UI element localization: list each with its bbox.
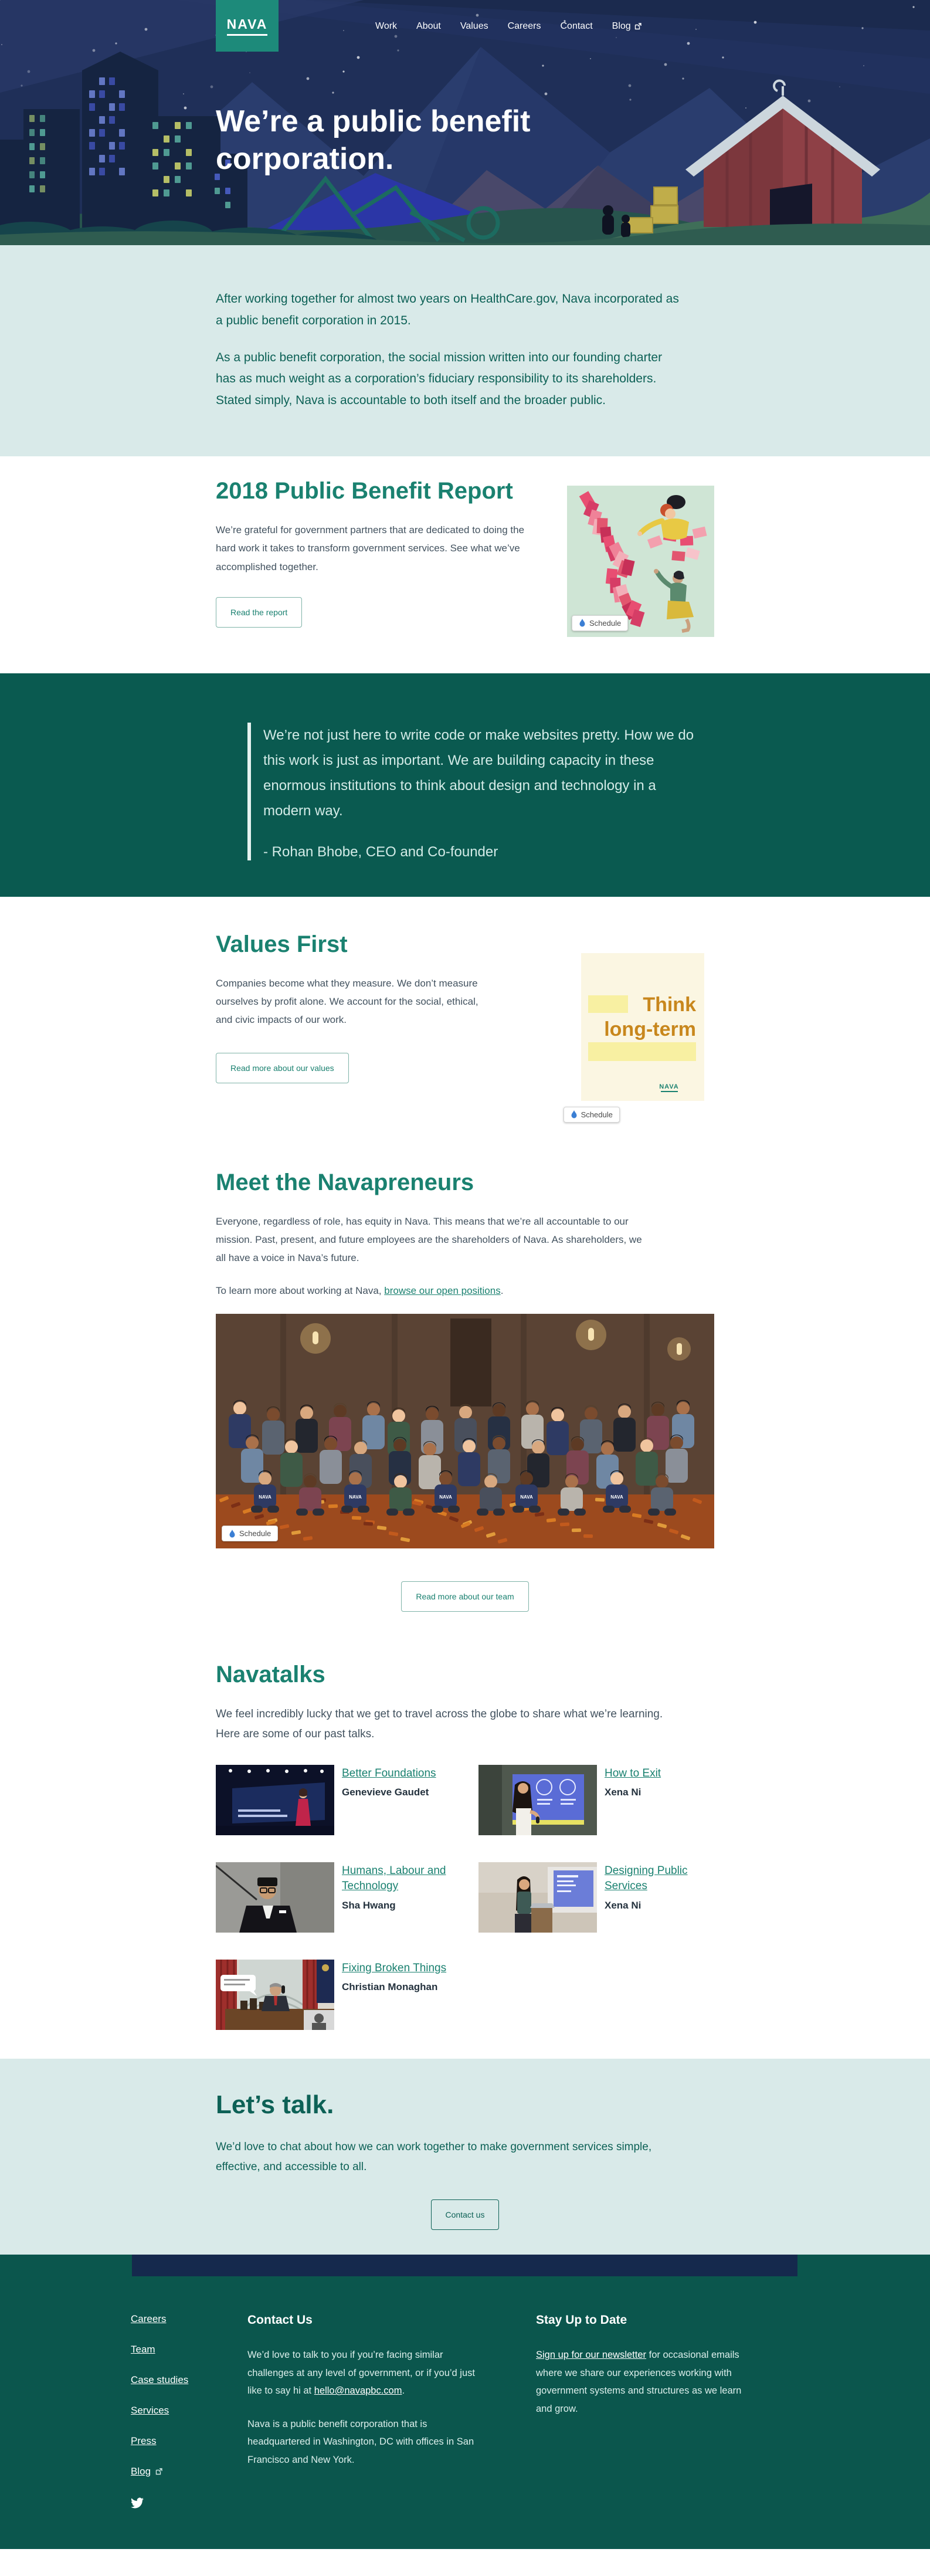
- quote-attribution: - Rohan Bhobe, CEO and Co-founder: [263, 843, 498, 860]
- nav-item-blog[interactable]: Blog: [612, 21, 642, 32]
- values-section: [0, 897, 930, 1151]
- footer-link-case-studies[interactable]: Case studies: [131, 2374, 189, 2386]
- svg-text:NAVA: NAVA: [349, 1494, 362, 1500]
- talk-item: [478, 1862, 719, 1933]
- talk-item: [216, 1960, 456, 2030]
- contact-us-body-2: Nava is a public benefit corporation that is headquartered in Washington, DC with offices in San Francisco and New York.: [247, 2418, 474, 2465]
- lets-talk-body: We’d love to chat about how we can work together to make government services simple, effective, and accessible to all.: [216, 2140, 652, 2173]
- talk-link[interactable]: How to Exit: [605, 1767, 661, 1780]
- talk-thumbnail-better-foundations[interactable]: [216, 1765, 334, 1835]
- values-title: Values First: [216, 931, 348, 957]
- schedule-flame-icon: [229, 1530, 236, 1538]
- nav-item-values[interactable]: Values: [460, 21, 488, 31]
- talk-link[interactable]: Designing Public Services: [605, 1864, 688, 1893]
- nav-item-about[interactable]: About: [416, 21, 441, 31]
- sticky-notes-illustration: [567, 486, 714, 637]
- talk-thumbnail-humans-labour-technology[interactable]: [216, 1862, 334, 1933]
- read-team-button[interactable]: Read more about our team: [401, 1581, 528, 1612]
- nav-item-careers[interactable]: Careers: [507, 21, 541, 31]
- schedule-badge[interactable]: Schedule: [222, 1526, 278, 1541]
- ceo-quote: [247, 723, 694, 860]
- think-long-term-poster: [581, 953, 704, 1101]
- talks-grid: [216, 1765, 714, 2030]
- svg-text:NAVA: NAVA: [259, 1494, 271, 1500]
- footer-newsletter-column: [536, 2313, 771, 2511]
- intro-paragraph-2: As a public benefit corporation, the social mission written into our founding charter has as much weight as a corporation’s fiduciary responsibility to its shareholders. Stated simply, Nava is accountable to both itself and the broader public.: [216, 350, 663, 407]
- team-group-photo-illustration: [216, 1314, 714, 1548]
- talk-thumbnail-designing-public-services[interactable]: [478, 1862, 597, 1933]
- talk-thumbnail-how-to-exit[interactable]: [478, 1765, 597, 1835]
- svg-text:NAVA: NAVA: [659, 1083, 679, 1090]
- twitter-icon: [131, 2497, 144, 2509]
- hero-headline: We’re a public benefit corporation.: [216, 104, 531, 176]
- quote-section: [0, 673, 930, 897]
- open-positions-link[interactable]: browse our open positions: [384, 1284, 501, 1296]
- report-illustration: [567, 486, 714, 637]
- talk-link[interactable]: Fixing Broken Things: [342, 1961, 447, 1974]
- public-benefit-report-section: [0, 456, 930, 673]
- newsletter-signup-link[interactable]: Sign up for our newsletter: [536, 2350, 647, 2361]
- quote-text: We’re not just here to write code or make websites pretty. How we do this work is just as important. We are building capacity in these enormous institutions to think about design and technology in a modern way.: [263, 727, 694, 819]
- talk-thumbnail-fixing-broken-things[interactable]: [216, 1960, 334, 2030]
- navatalks-title: Navatalks: [216, 1662, 325, 1688]
- svg-text:long-term: long-term: [603, 1018, 696, 1040]
- top-navigation: [375, 21, 642, 32]
- svg-text:NAVA: NAVA: [439, 1494, 452, 1500]
- nava-logo-text: NAVA: [227, 16, 268, 36]
- talk-speaker: Sha Hwang: [342, 1899, 396, 1911]
- team-paragraph-1: Everyone, regardless of role, has equity in Nava. This means that we’re all accountable to our mission. Past, present, and future employees are the shareholders of Nava. As shareholders, we all have a voice in Nava’s future.: [216, 1215, 642, 1264]
- talk-item: [216, 1862, 456, 1933]
- talk-speaker: Genevieve Gaudet: [342, 1787, 429, 1798]
- contact-us-button[interactable]: Contact us: [431, 2199, 500, 2230]
- twitter-link[interactable]: [131, 2497, 144, 2511]
- external-link-icon: [155, 2468, 162, 2475]
- hero-section: [0, 0, 930, 245]
- report-title: 2018 Public Benefit Report: [216, 477, 513, 504]
- talk-speaker: Xena Ni: [605, 1899, 642, 1911]
- team-photo: [216, 1314, 714, 1548]
- talk-speaker: Christian Monaghan: [342, 1981, 438, 1993]
- values-body: Companies become what they measure. We don’t measure ourselves by profit alone. We account for the social, ethical, and civic impacts of our work.: [216, 977, 478, 1026]
- footer-link-services[interactable]: Services: [131, 2405, 169, 2416]
- schedule-badge[interactable]: Schedule: [572, 615, 628, 631]
- values-poster: [581, 953, 714, 1119]
- lets-talk-title: Let’s talk.: [216, 2090, 334, 2119]
- navatalks-section: [0, 1660, 930, 2059]
- footer: [0, 2255, 930, 2549]
- talk-link[interactable]: Better Foundations: [342, 1767, 436, 1780]
- nav-item-work[interactable]: Work: [375, 21, 398, 31]
- external-link-icon: [634, 23, 642, 30]
- svg-text:NAVA: NAVA: [520, 1494, 533, 1500]
- lets-talk-section: [0, 2059, 930, 2255]
- footer-link-blog[interactable]: Blog: [131, 2466, 151, 2477]
- talk-item: [478, 1765, 719, 1835]
- footer-accent-bar: [132, 2255, 797, 2276]
- footer-contact-column: [247, 2313, 536, 2511]
- schedule-flame-icon: [579, 619, 586, 627]
- newsletter-body: Sign up for our newsletter for occasional emails where we share our experiences working with government systems and structures as we learn and grow.: [536, 2350, 742, 2414]
- nav-item-contact[interactable]: Contact: [560, 21, 593, 31]
- stay-up-to-date-heading: Stay Up to Date: [536, 2313, 627, 2327]
- intro-section: [0, 245, 930, 456]
- talk-speaker: Xena Ni: [605, 1787, 642, 1798]
- contact-us-heading: Contact Us: [247, 2313, 313, 2327]
- schedule-badge[interactable]: Schedule: [564, 1107, 620, 1123]
- intro-paragraph-1: After working together for almost two years on HealthCare.gov, Nava incorporated as a public benefit corporation in 2015.: [216, 292, 679, 327]
- talk-link[interactable]: Humans, Labour and Technology: [342, 1864, 446, 1893]
- navatalks-body: We feel incredibly lucky that we get to travel across the globe to share what we’re learning. Here are some of our past talks.: [216, 1708, 663, 1740]
- footer-link-careers[interactable]: Careers: [131, 2313, 167, 2325]
- footer-links-column: [131, 2313, 247, 2511]
- team-section: [0, 1151, 930, 1660]
- svg-text:Think: Think: [642, 993, 696, 1016]
- contact-us-body: We’d love to talk to you if you’re facing similar challenges at any level of government, or if you’d just like to say hi at hello@navapbc.com.: [247, 2350, 475, 2397]
- schedule-flame-icon: [571, 1110, 578, 1118]
- talk-item: [216, 1765, 456, 1835]
- email-link[interactable]: hello@navapbc.com: [314, 2385, 402, 2397]
- footer-link-team[interactable]: Team: [131, 2344, 155, 2355]
- team-title: Meet the Navapreneurs: [216, 1169, 474, 1195]
- svg-text:NAVA: NAVA: [610, 1494, 623, 1500]
- read-values-button[interactable]: Read more about our values: [216, 1053, 349, 1083]
- report-body: We’re grateful for government partners that are dedicated to doing the hard work it takes to transform government services. See what we’ve accomplished together.: [216, 524, 525, 572]
- footer-link-press[interactable]: Press: [131, 2435, 157, 2447]
- team-paragraph-2: To learn more about working at Nava, browse our open positions.: [216, 1284, 504, 1296]
- nava-logo[interactable]: [216, 0, 279, 52]
- read-report-button[interactable]: Read the report: [216, 597, 302, 628]
